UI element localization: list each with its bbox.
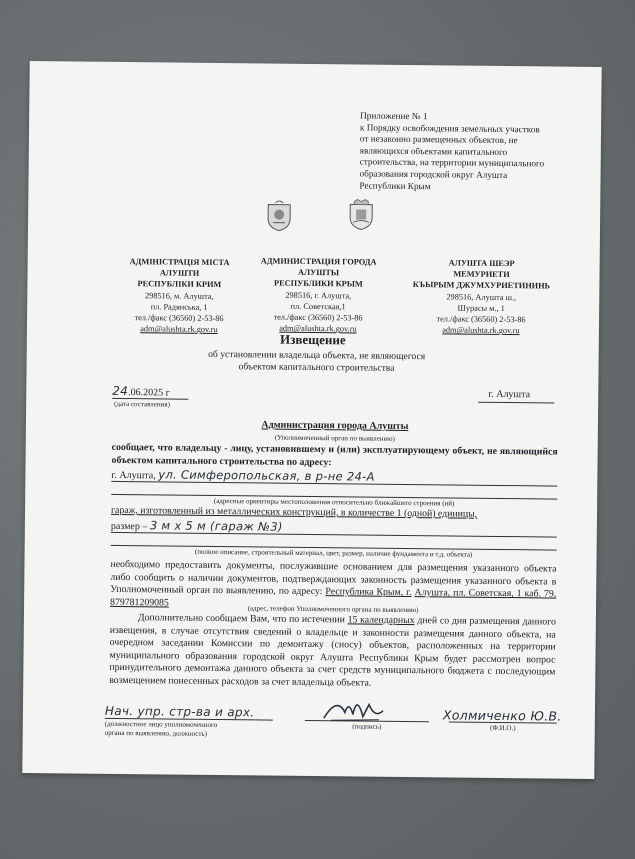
requirement-body: необходимо предоставить документы, послужившие основанием для размещения указанного объекта либо сообщить о наличии документов, подтверждающих законность размещения указанного объекта в Уполномоченный орган по выявлению, по адресу:: [110, 558, 557, 598]
crimea-coat-of-arms-icon: [264, 200, 294, 232]
org-name: АДМІНІСТРАЦІЯ МІСТА: [129, 257, 230, 268]
org-address: 298516, г. Алушта,: [285, 290, 352, 301]
alushta-coat-of-arms-icon: [346, 198, 376, 230]
org-phone: тел./факс (36560) 2-53-86: [436, 314, 526, 325]
org-email-link[interactable]: adm@alushta.rk.gov.ru: [140, 324, 218, 335]
additional-part1: Дополнительно сообщаем Вам, что по истечении: [137, 612, 345, 626]
subtitle-line: объектом капитального строительства: [238, 361, 395, 374]
appendix-note: [359, 110, 590, 194]
date-field: [112, 384, 192, 399]
subtitle-line: об установлении владельца объекта, не являющегося: [208, 348, 426, 363]
header-crimean-tatar: [401, 257, 562, 337]
appendix-line: от незаконно размещенных объектов, не: [359, 133, 518, 146]
appendix-line: к Порядку освобождения земельных участков: [360, 122, 540, 134]
object-caption: (полное описание, строительный материал, цвет, размер, наличие фундамента и т.д. объекта): [194, 547, 473, 559]
additional-days: 15 календарных: [347, 614, 415, 627]
name-caption: (Ф.И.О.): [489, 723, 516, 733]
size-label: размер –: [110, 520, 148, 533]
appendix-line: являющихся объектами капитального: [359, 145, 508, 157]
appendix-line: Приложение № 1: [360, 110, 428, 122]
org-address: 298516, м. Алушта,: [144, 290, 214, 301]
org-name: РЕСПУБЛИКИ КРЫМ: [274, 279, 363, 289]
authority-name: Администрация города Алушты: [261, 419, 409, 433]
org-phone: тел./факс (36560) 2-53-86: [134, 313, 224, 324]
document-title: Извещение: [279, 331, 346, 348]
position-caption: [105, 720, 218, 739]
address-caption: (адресные ориентиры местоположения относительно ближайшего строения (ий): [213, 496, 455, 508]
requirement-caption: (адрес, телефон Уполномоченного органа по выявлению): [247, 604, 419, 615]
additional-part2: дней со дня размещения данного извещения, в случае отсутствия сведений о владельце и законности размещения данного объекта, на очередном заседании Комиссии по демонтажу (сносу) объектов, расположенных на территории муниципального образования городской округ Алушта Республики Крым будет рассмотрен вопрос принудительного демонтажа данного объекта за счет средств муниципального бюджета с последующим возмещением понесенных расходов за счет владельца объекта.: [109, 615, 556, 689]
org-email-link[interactable]: adm@alushta.rk.gov.ru: [442, 325, 520, 336]
org-email-link[interactable]: adm@alushta.rk.gov.ru: [279, 323, 357, 334]
position-caption-line: органа по выявлению, должность): [104, 728, 207, 738]
size-handwritten: 3 м х 5 м (гараж №3): [149, 518, 283, 534]
appendix-line: Республики Крым: [359, 180, 431, 191]
org-address: пл. Радянська, 1: [150, 302, 208, 312]
org-name: АДМИНИСТРАЦИЯ ГОРОДА: [260, 256, 377, 267]
org-phone: тел./факс (36560) 2-53-86: [273, 312, 363, 323]
header-russian: [248, 255, 389, 335]
appendix-line: образования городской округ Алушта: [359, 168, 508, 180]
appendix-line: строительства, на территории муниципального: [359, 156, 545, 169]
name-handwritten: Холмиченко Ю.В.: [442, 707, 562, 724]
additional-text: [109, 612, 556, 692]
requirement-address-1: Республика Крым, г.: [325, 586, 412, 599]
address-handwritten: ул. Симферопольская, в р-не 24-А: [158, 467, 375, 484]
address-prefix: г. Алушта,: [111, 469, 156, 482]
header-ukrainian: [109, 256, 250, 336]
org-name: АЛУШТА ШЕЭР: [448, 258, 515, 269]
date-caption: (дата составления): [114, 399, 171, 409]
date-rest: .06.2025 г: [128, 387, 170, 399]
position-handwritten: Нач. упр. стр-ва и арх.: [104, 703, 255, 720]
requirement-address-2: Алушта, пл. Советская, 1 каб. 79, 879781209085: [110, 587, 557, 609]
org-name: КЪЫРЫМ ДЖУМХУРИЕТИНИНЬ: [412, 280, 551, 291]
city-name: г. Алушта: [488, 388, 531, 401]
org-name: АЛУШТИ: [159, 268, 200, 279]
org-address: пл. Советская,1: [290, 301, 346, 312]
org-name: МЕМУРИЕТИ: [453, 269, 510, 280]
org-name: РЕСПУБЛІКИ КРИМ: [137, 279, 222, 290]
object-description: гараж, изготовленный из металлических конструкций, в количестве 1 (одной) единицы,: [110, 504, 478, 520]
authority-caption: (Уполномоченный орган по выявлению): [274, 433, 395, 443]
org-address: Шурасы м., 1: [457, 303, 505, 313]
position-caption-line: (должностное лицо уполномоченного: [104, 719, 218, 730]
signature-caption: (подпись): [352, 722, 382, 731]
org-address: 298516, Алушта ш.,: [446, 292, 517, 302]
date-day-handwritten: 24: [112, 383, 129, 399]
statement-text: сообщает, что владельцу - лицу, установившему и (или) эксплуатирующему объект, не являющийся объектом капитального строительства по адресу:: [111, 441, 558, 468]
document-subtitle: [106, 348, 526, 376]
org-name: АЛУШТЫ: [297, 268, 340, 278]
notice-document: [22, 61, 601, 779]
